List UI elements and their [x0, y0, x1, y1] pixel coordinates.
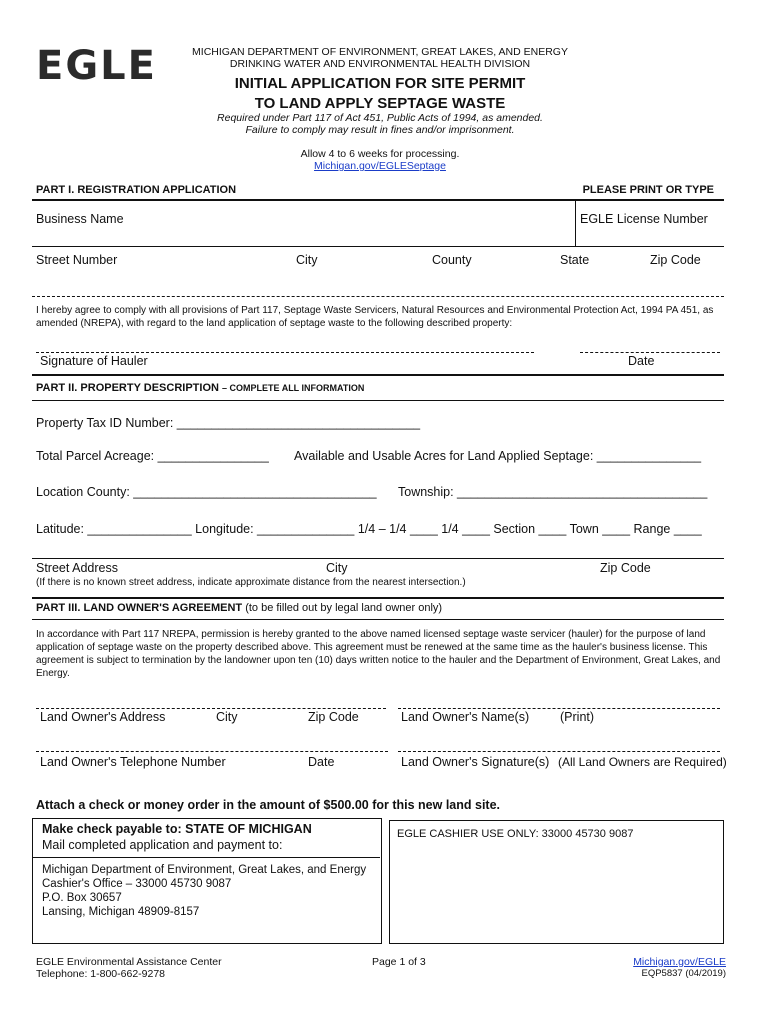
zip-code-field[interactable]: Zip Code: [650, 253, 701, 267]
part3-rule: [32, 619, 724, 620]
egle-logo: EGLE: [36, 43, 157, 89]
address-note: (If there is no known street address, indicate approximate distance from the nearest intersection.): [36, 577, 466, 588]
septage-link[interactable]: Michigan.gov/EGLESeptage: [314, 160, 446, 172]
processing-note: Allow 4 to 6 weeks for processing.: [300, 148, 460, 160]
property-zip-label: Zip Code: [600, 561, 651, 575]
mail-address-line-1: Michigan Department of Environment, Great Lakes, and Energy: [42, 864, 367, 876]
page-number: Page 1 of 3: [372, 956, 426, 968]
part2-rule: [32, 400, 724, 401]
county-field[interactable]: County: [432, 253, 472, 267]
hauler-date-label: Date: [628, 354, 655, 368]
property-city-label: City: [326, 561, 348, 575]
part3-heading-main: PART III. LAND OWNER'S AGREEMENT: [36, 602, 243, 614]
part2-heading: [36, 382, 364, 394]
mail-address-line-4: Lansing, Michigan 48909-8157: [42, 906, 200, 918]
footer-center-name: EGLE Environmental Assistance Center: [36, 956, 222, 968]
usable-acres-field[interactable]: Available and Usable Acres for Land Applied Septage: _______________: [294, 449, 702, 463]
owner-date-label: Date: [308, 755, 335, 769]
business-row-rule: [32, 246, 724, 247]
street-number-field[interactable]: Street Number: [36, 253, 118, 267]
part2-heading-suffix: – COMPLETE ALL INFORMATION: [222, 383, 365, 393]
street-address-line[interactable]: [32, 558, 724, 559]
lat-long-section-field[interactable]: Latitude: _______________ Longitude: ______________ 1/4 – 1/4 ____ 1/4 ____ Section ____ Town ____ Range ____: [36, 522, 702, 536]
city-field[interactable]: City: [296, 253, 318, 267]
owner-agreement-text: In accordance with Part 117 NREPA, permission is hereby granted to the above named licensed septage waste servicer (hauler) for the purpose of land application of septage waste on the property described above. This agreement must be renewed at the same time as the hauler's business license. This agreement is subject to termination by the landowner upon ten (10) days written notice to the hauler and the Department of Environment, Great Lakes, and Energy.: [36, 629, 721, 679]
owner-phone-line[interactable]: [36, 751, 388, 752]
signature-line[interactable]: [36, 352, 534, 353]
owner-name-label: Land Owner's Name(s): [401, 710, 530, 724]
owner-name-line[interactable]: [398, 708, 720, 709]
owner-signature-line[interactable]: [398, 751, 720, 752]
cashier-label: EGLE CASHIER USE ONLY: 33000 45730 9087: [397, 828, 634, 840]
mail-to: Mail completed application and payment to:: [42, 838, 283, 852]
agency-line-2: DRINKING WATER AND ENVIRONMENTAL HEALTH DIVISION: [229, 58, 531, 70]
form-title-line-1: INITIAL APPLICATION FOR SITE PERMIT: [234, 75, 526, 92]
parcel-acreage-field[interactable]: Total Parcel Acreage: ________________: [36, 449, 269, 463]
license-divider: [575, 200, 576, 246]
footer-phone: Telephone: 1-800-662-9278: [36, 968, 166, 980]
form-id: EQP5837 (04/2019): [641, 968, 726, 979]
part1-rule: [32, 199, 724, 201]
township-field[interactable]: Township: ____________________________________: [398, 485, 708, 499]
state-field[interactable]: State: [560, 253, 590, 267]
owner-address-line[interactable]: [36, 708, 386, 709]
print-label: (Print): [560, 710, 595, 724]
failure-note: Failure to comply may result in fines and/or imprisonment.: [245, 124, 515, 136]
mail-address-line-2: Cashier's Office – 33000 45730 9087: [42, 878, 232, 890]
part2-top-rule: [32, 374, 724, 376]
owner-signature-label: Land Owner's Signature(s): [401, 755, 550, 769]
owner-city-label: City: [216, 710, 238, 724]
owner-phone-label: Land Owner's Telephone Number: [40, 755, 226, 769]
payment-instruction: Attach a check or money order in the amount of $500.00 for this new land site.: [36, 798, 501, 812]
payable-to: Make check payable to: STATE OF MICHIGAN: [42, 822, 312, 836]
address-row-rule: [32, 296, 724, 297]
form-title-line-2: TO LAND APPLY SEPTAGE WASTE: [254, 95, 506, 112]
location-county-field[interactable]: Location County: ___________________________________: [36, 485, 377, 499]
agency-line-1: MICHIGAN DEPARTMENT OF ENVIRONMENT, GREAT LAKES, AND ENERGY: [192, 46, 568, 58]
required-note: Required under Part 117 of Act 451, Public Acts of 1994, as amended.: [217, 112, 543, 124]
date-line[interactable]: [580, 352, 720, 353]
business-name-field[interactable]: Business Name: [36, 212, 124, 226]
part3-top-rule: [32, 597, 724, 599]
hauler-signature-label: Signature of Hauler: [40, 354, 148, 368]
print-note: PLEASE PRINT OR TYPE: [582, 184, 714, 196]
part1-heading: PART I. REGISTRATION APPLICATION: [36, 184, 237, 196]
part3-heading-suffix: (to be filled out by legal land owner only): [245, 602, 443, 614]
all-owners-required-label: (All Land Owners are Required): [558, 755, 727, 769]
owner-zip-label: Zip Code: [308, 710, 359, 724]
part2-heading-main: PART II. PROPERTY DESCRIPTION: [36, 382, 219, 394]
license-number-field[interactable]: EGLE License Number: [580, 212, 708, 226]
part3-heading: [36, 602, 442, 614]
owner-address-label: Land Owner's Address: [40, 710, 166, 724]
egle-website-link[interactable]: Michigan.gov/EGLE: [633, 956, 726, 968]
hauler-agreement-text: I hereby agree to comply with all provisions of Part 117, Septage Waste Servicers, Natural Resources and Environmental Protection Act, 1994 PA 451, as amended (NREPA), with regard to the land application of septage waste to the following described property:: [36, 305, 714, 329]
mail-address-line-3: P.O. Box 30657: [42, 892, 122, 904]
tax-id-field[interactable]: Property Tax ID Number: ___________________________________: [36, 416, 421, 430]
mailing-box-divider: [32, 857, 380, 858]
property-street-label: Street Address: [36, 561, 118, 575]
